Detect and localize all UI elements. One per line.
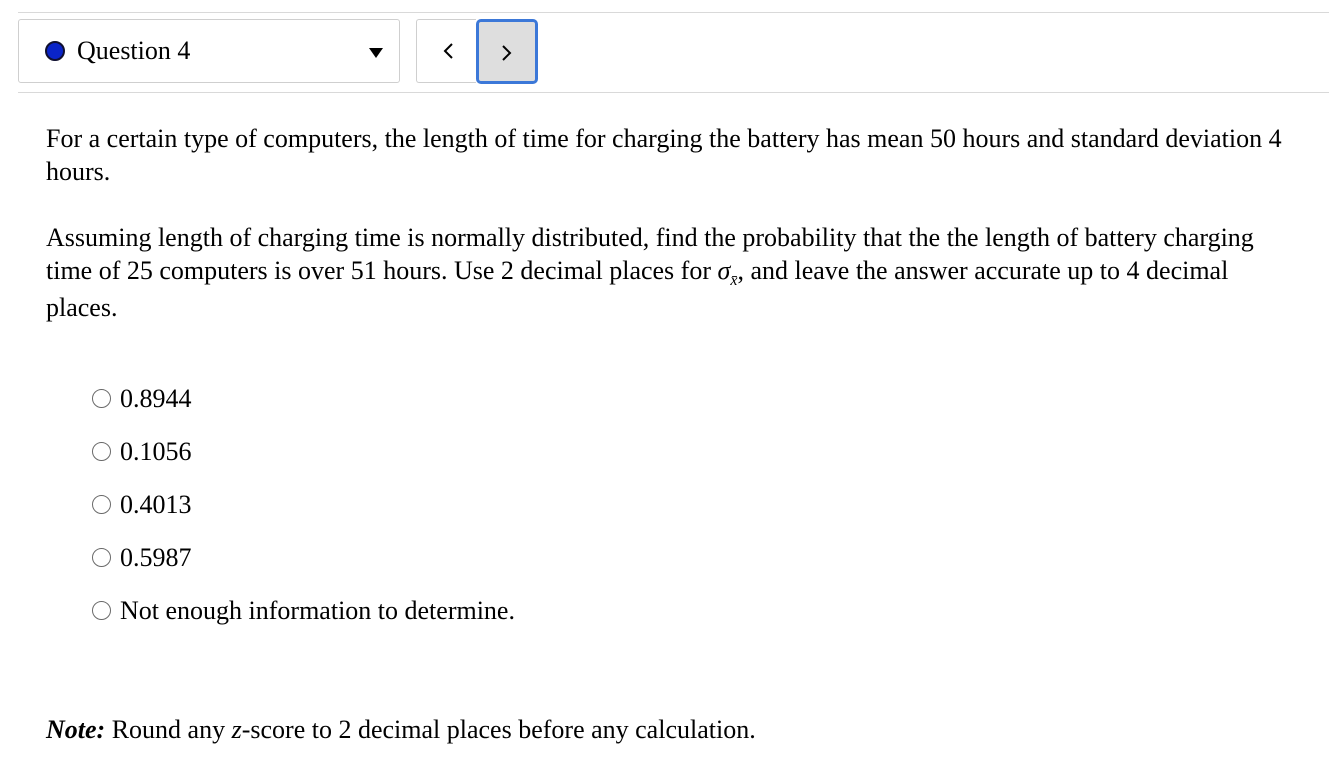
answer-option-label: 0.8944	[120, 383, 192, 413]
chevron-right-icon	[497, 41, 517, 65]
note-text: Round any	[105, 715, 232, 744]
caret-down-icon	[369, 48, 383, 58]
question-selector-label: Question 4	[77, 36, 191, 65]
answer-option[interactable]	[92, 531, 515, 584]
question-text-part: , and leave the answer accurate up to 4 decimal places.	[46, 256, 1229, 322]
note-label: Note:	[46, 715, 106, 744]
radio-button[interactable]	[92, 601, 111, 620]
radio-button[interactable]	[92, 389, 111, 408]
radio-button[interactable]	[92, 495, 111, 514]
question-selector-dropdown[interactable]	[18, 19, 400, 83]
note-text: -score to 2 decimal places before any calculation.	[241, 715, 756, 744]
top-divider	[18, 12, 1329, 13]
header-divider	[18, 92, 1329, 93]
answer-option[interactable]	[92, 425, 515, 478]
question-paragraph-1: For a certain type of computers, the length of time for charging the battery has mean 50 hours and standard deviation 4 hours.	[46, 124, 1282, 186]
answer-option-label: 0.5987	[120, 542, 192, 572]
question-navigation	[18, 19, 1329, 85]
answer-option-label: 0.1056	[120, 436, 192, 466]
sigma-symbol: σ	[717, 256, 731, 285]
next-question-button[interactable]	[476, 19, 538, 84]
question-body	[46, 122, 1306, 324]
sigma-subscript: x̄	[730, 272, 738, 289]
answer-option[interactable]	[92, 478, 515, 531]
radio-button[interactable]	[92, 548, 111, 567]
question-text-part: Assuming length of charging time is normally distributed, find the probability that the the length of battery charging time of 25 computers is over 51 hours. Use 2 decimal places for	[46, 223, 1254, 285]
answer-options	[92, 372, 515, 637]
note	[46, 713, 756, 746]
previous-question-button[interactable]	[416, 19, 476, 83]
question-paragraph-2	[46, 221, 1306, 324]
answer-option-label: Not enough information to determine.	[120, 595, 515, 625]
z-variable: z	[231, 715, 242, 744]
answer-option[interactable]	[92, 584, 515, 637]
answer-option[interactable]	[92, 372, 515, 425]
answer-option-label: 0.4013	[120, 489, 192, 519]
chevron-left-icon	[438, 39, 458, 63]
radio-button[interactable]	[92, 442, 111, 461]
question-status-icon	[45, 41, 65, 61]
